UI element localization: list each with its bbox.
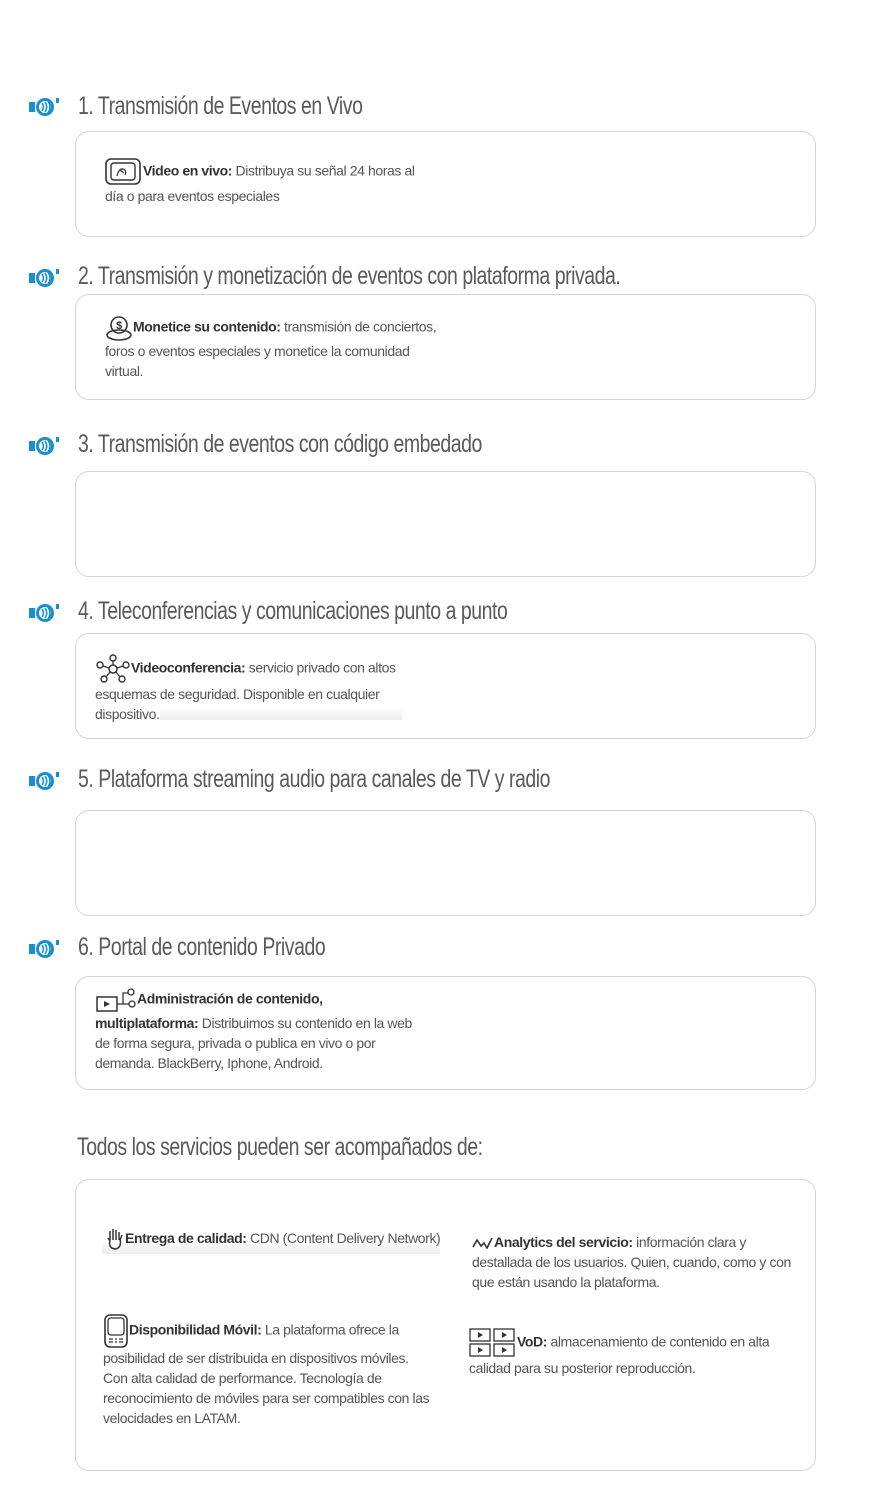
feature-label: Video en vivo: <box>143 162 233 179</box>
broadcast-icon <box>28 602 62 624</box>
extra-text: CDN (Content Delivery Network) <box>246 1230 441 1246</box>
extra-label: VoD: <box>517 1333 548 1350</box>
section-title: 1. Transmisión de Eventos en Vivo <box>78 92 363 120</box>
mobile-phone-icon <box>103 1314 129 1348</box>
broadcast-icon <box>28 938 62 960</box>
live-video-icon <box>105 158 143 186</box>
svg-text:$: $ <box>116 320 122 332</box>
section-title: 4. Teleconferencias y comunicaciones punto a punto <box>78 597 508 625</box>
extra-label: Disponibilidad Móvil: <box>129 1321 262 1338</box>
feature-label: Monetice su contenido: <box>133 318 281 335</box>
service-card-3 <box>75 471 816 577</box>
section-title: 5. Plataforma streaming audio para canales de TV y radio <box>78 765 551 793</box>
feature-text: Distribuya su señal 24 horas al día o para eventos especiales <box>105 162 415 204</box>
broadcast-icon <box>28 267 62 289</box>
cdn-hand-icon <box>105 1228 125 1250</box>
extra-label: Entrega de calidad: <box>125 1230 247 1246</box>
service-card-4 <box>75 633 816 739</box>
extra-item-vod <box>469 1328 779 1378</box>
extra-label: Analytics del servicio: <box>494 1234 633 1250</box>
network-nodes-icon <box>95 654 131 684</box>
service-card-1 <box>75 131 816 237</box>
extra-text: La plataforma ofrece la posibilidad de ser distribuida en dispositivos móviles. Con alta calidad de performance. Tecnología de reconocimiento de móviles para ser compatibles con las velocidades en LATAM. <box>103 1321 430 1426</box>
broadcast-icon <box>28 96 62 118</box>
text-underlay <box>160 710 402 720</box>
extra-item-cdn <box>105 1228 450 1250</box>
feature-description <box>105 315 445 381</box>
service-card-6 <box>75 976 816 1090</box>
extra-text: información clara y destallada de los usuarios. Quien, cuando, como y con que están usando la plataforma. <box>472 1234 791 1290</box>
feature-text: servicio privado con altos esquemas de seguridad. Disponible en cualquier dispositivo. <box>95 659 396 722</box>
content-distribution-icon <box>95 987 137 1013</box>
section-title: 2. Transmisión y monetización de eventos con plataforma privada. <box>78 262 621 290</box>
feature-description <box>95 987 427 1073</box>
money-bag-icon <box>105 315 133 341</box>
broadcast-icon <box>28 435 62 457</box>
feature-text: Distribuimos su contenido en la web de forma segura, privada o publica en vivo o por demanda. BlackBerry, Iphone, Android. <box>95 1015 412 1071</box>
feature-label: Administración de contenido, multiplataforma: <box>95 990 323 1031</box>
broadcast-icon <box>28 770 62 792</box>
extras-card <box>75 1179 816 1471</box>
section-title: 6. Portal de contenido Privado <box>78 933 326 961</box>
service-card-2 <box>75 294 816 400</box>
extra-item-mobile <box>103 1314 433 1428</box>
extras-title: Todos los servicios pueden ser acompañados de: <box>77 1133 483 1161</box>
feature-text: transmisión de conciertos, foros o eventos especiales y monetice la comunidad virtual. <box>105 318 437 379</box>
extra-item-analytics <box>472 1232 802 1292</box>
feature-label: Videoconferencia: <box>131 659 246 676</box>
feature-description <box>105 158 415 206</box>
extra-text: almacenamiento de contenido en alta calidad para su posterior reproducción. <box>469 1333 770 1376</box>
section-title: 3. Transmisión de eventos con código embedado <box>78 430 482 458</box>
vod-grid-icon <box>469 1328 517 1358</box>
service-card-5 <box>75 810 816 916</box>
analytics-wave-icon <box>472 1237 494 1249</box>
